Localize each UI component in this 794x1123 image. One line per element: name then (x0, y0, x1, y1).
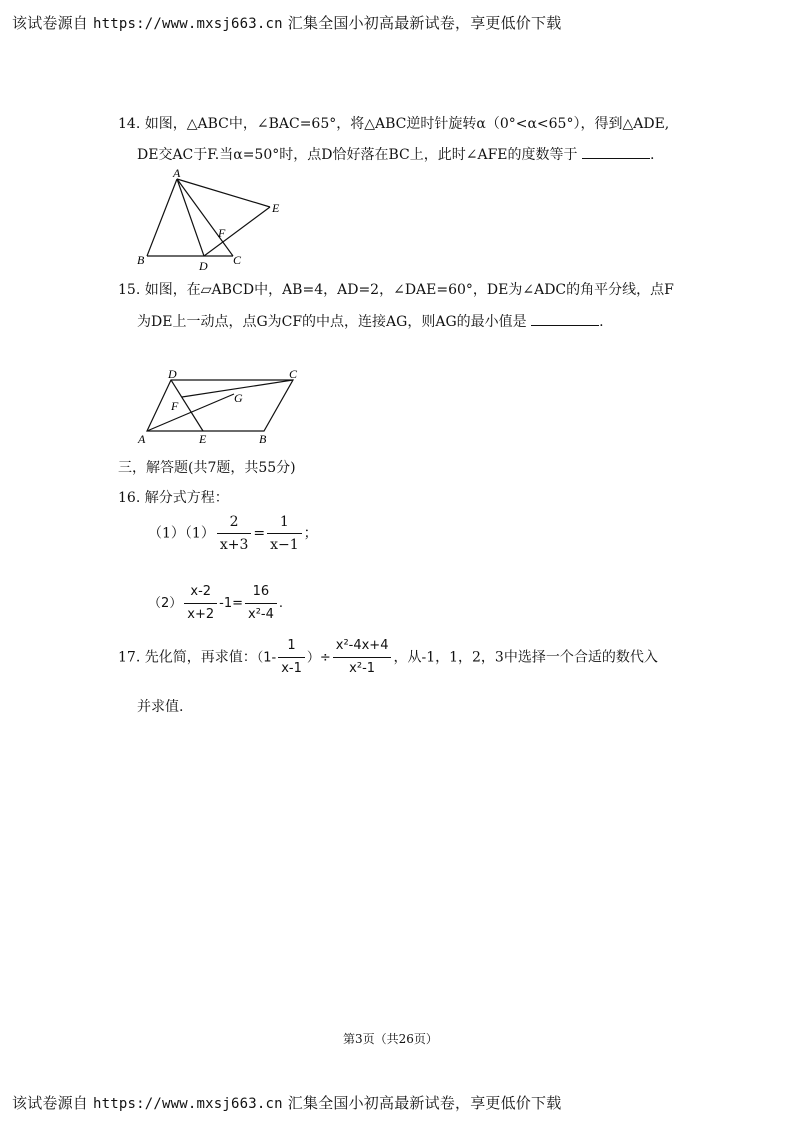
q16-p2-f2-num: 16 (245, 582, 277, 604)
q15-label-e: E (199, 432, 207, 446)
q15-seg-ag (147, 394, 234, 431)
q16-p1-f1-den: x+3 (219, 537, 249, 553)
q17-f2-den: x²-1 (349, 661, 376, 676)
q16-p1-end: ； (303, 525, 318, 542)
q14-end: . (649, 147, 655, 163)
q15-label-f: F (171, 399, 179, 413)
q16-p2-minus: -1= (219, 596, 243, 611)
q17-fraction-2 (333, 636, 392, 679)
q16-p2-f2-den: x²-4 (248, 607, 274, 622)
q15-end: . (599, 314, 604, 330)
q15-label-d: D (168, 367, 177, 381)
header-url-link[interactable]: https://www.mxsj663.cn (92, 16, 283, 32)
q16-title: 16. 解分式方程： (118, 490, 229, 506)
q16-p1-f2-den: x−1 (270, 537, 299, 553)
q14-seg-de (204, 207, 270, 256)
q15-label-b: B (259, 432, 267, 446)
q17-f2-num: x²-4x+4 (333, 636, 392, 658)
q14-line2-text: DE交AC于F.当α=50°时，点D恰好落在BC上，此时∠AFE的度数等于 (137, 147, 578, 163)
q16-part1 (148, 512, 318, 555)
q16-p2-label: （2） (148, 596, 183, 611)
q14-seg-ad (177, 179, 204, 256)
q15-answer-blank[interactable] (531, 311, 599, 326)
q14-seg-ab (147, 179, 177, 256)
q15-line1: 15. 如图，在▱ABCD中，AB=4，AD=2，∠DAE=60°，DE为∠ADC的角平分线，点F (118, 282, 674, 298)
q14-label-d: D (199, 259, 208, 273)
footer-suffix: 汇集全国小初高最新试卷，享更低价下载 (287, 1094, 562, 1112)
q17-line2: 并求值. (137, 699, 184, 715)
q16-p1-f2-num: 1 (267, 512, 302, 534)
page-number: 第3页（共26页） (343, 1032, 438, 1046)
footer-prefix: 该试卷源自 (12, 1094, 89, 1112)
q14-seg-ae (177, 179, 270, 207)
header-prefix: 该试卷源自 (12, 14, 89, 32)
q14-label-a: A (173, 166, 181, 180)
footer-url-link[interactable]: https://www.mxsj663.cn (92, 1096, 283, 1112)
q17-f1-num: 1 (278, 636, 305, 658)
q17-fraction-1 (278, 636, 305, 679)
q16-p1-eq: = (253, 525, 266, 542)
q17-f1-den: x-1 (281, 661, 302, 676)
q15-line2 (137, 311, 604, 332)
q14-line1: 14. 如图，△ABC中，∠BAC=65°，将△ABC逆时针旋转α（0°<α<65°），得到△ADE, (118, 116, 670, 132)
q14-label-f: F (218, 226, 226, 240)
q14-label-e: E (272, 201, 280, 215)
q14-label-b: B (137, 253, 145, 267)
q15-label-c: C (289, 367, 298, 381)
q17-tail: ，从-1，1，2，3中选择一个合适的数代入 (393, 649, 658, 666)
q17-paren-close: ）÷ (306, 650, 331, 666)
q16-p2-end: . (278, 596, 284, 611)
q17-paren-open: （1- (256, 650, 277, 666)
header-banner (12, 12, 561, 33)
q16-p2-f1-num: x-2 (184, 582, 217, 604)
q16-p1-f1-num: 2 (217, 512, 252, 534)
q17-line1 (118, 636, 658, 679)
q15-figure (134, 364, 314, 449)
q14-answer-blank[interactable] (582, 144, 650, 159)
q16-p2-fraction-1 (184, 582, 217, 625)
q16-p1-label: （1）（1） (148, 525, 215, 542)
footer-banner (12, 1092, 561, 1113)
q15-label-a: A (138, 432, 146, 446)
q15-label-g: G (234, 391, 243, 405)
q16-p2-fraction-2 (245, 582, 277, 625)
q17-lead: 17. 先化简，再求值： (118, 649, 257, 666)
q14-seg-ac (177, 179, 233, 256)
q16-p1-fraction-1 (217, 512, 252, 555)
q14-label-c: C (233, 253, 242, 267)
q14-figure (132, 164, 292, 274)
q15-line2-text: 为DE上一动点，点G为CF的中点，连接AG，则AG的最小值是 (137, 314, 527, 330)
q14-line2 (137, 144, 654, 165)
header-suffix: 汇集全国小初高最新试卷，享更低价下载 (287, 14, 562, 32)
q15-parallelogram (147, 380, 293, 431)
q16-p1-fraction-2 (267, 512, 302, 555)
q16-p2-f1-den: x+2 (187, 607, 215, 622)
q16-part2 (148, 582, 283, 625)
section3-title: 三，解答题(共7题，共55分) (118, 460, 296, 476)
